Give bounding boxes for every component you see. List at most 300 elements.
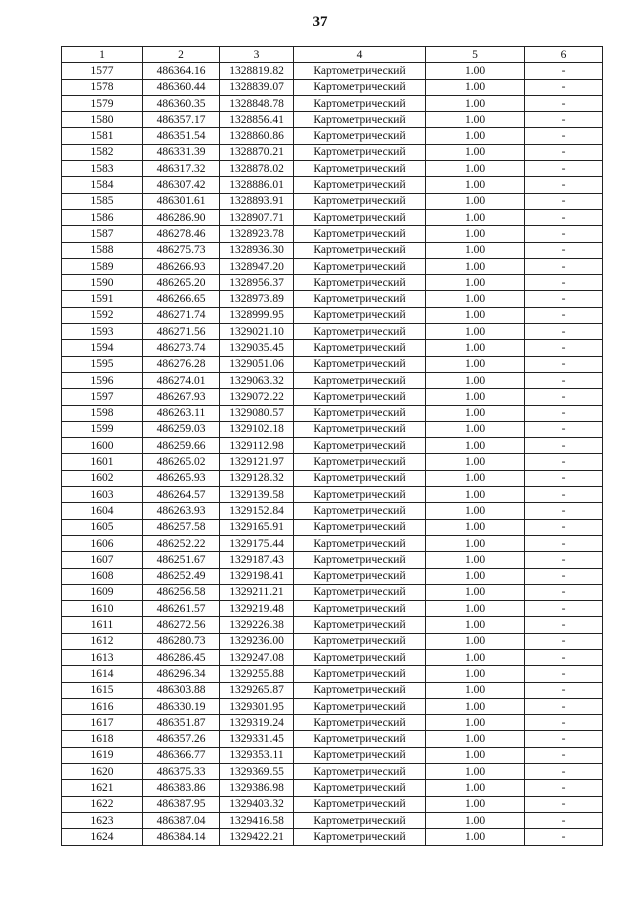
note-cell: - <box>525 731 603 747</box>
point-number-cell: 1597 <box>62 389 143 405</box>
x-coordinate-cell: 486263.11 <box>143 405 220 421</box>
y-coordinate-cell: 1329247.08 <box>220 649 294 665</box>
x-coordinate-cell: 486263.93 <box>143 503 220 519</box>
note-cell: - <box>525 649 603 665</box>
method-cell: Картометрический <box>294 568 426 584</box>
x-coordinate-cell: 486357.26 <box>143 731 220 747</box>
method-cell: Картометрический <box>294 666 426 682</box>
point-number-cell: 1602 <box>62 470 143 486</box>
note-cell: - <box>525 438 603 454</box>
accuracy-cell: 1.00 <box>426 112 525 128</box>
method-cell: Картометрический <box>294 649 426 665</box>
header-row <box>62 47 603 63</box>
x-coordinate-cell: 486387.04 <box>143 812 220 828</box>
table-row <box>62 535 603 551</box>
point-number-cell: 1589 <box>62 258 143 274</box>
y-coordinate-cell: 1328923.78 <box>220 226 294 242</box>
y-coordinate-cell: 1329422.21 <box>220 829 294 845</box>
note-cell: - <box>525 454 603 470</box>
note-cell: - <box>525 242 603 258</box>
y-coordinate-cell: 1329165.91 <box>220 519 294 535</box>
table-body <box>62 63 603 845</box>
note-cell: - <box>525 324 603 340</box>
x-coordinate-cell: 486375.33 <box>143 764 220 780</box>
table-row <box>62 340 603 356</box>
y-coordinate-cell: 1329063.32 <box>220 372 294 388</box>
accuracy-cell: 1.00 <box>426 617 525 633</box>
x-coordinate-cell: 486265.02 <box>143 454 220 470</box>
y-coordinate-cell: 1329112.98 <box>220 438 294 454</box>
y-coordinate-cell: 1329236.00 <box>220 633 294 649</box>
column-header: 1 <box>62 47 143 63</box>
table-row <box>62 519 603 535</box>
accuracy-cell: 1.00 <box>426 535 525 551</box>
x-coordinate-cell: 486251.67 <box>143 552 220 568</box>
y-coordinate-cell: 1328860.86 <box>220 128 294 144</box>
x-coordinate-cell: 486317.32 <box>143 161 220 177</box>
x-coordinate-cell: 486273.74 <box>143 340 220 356</box>
y-coordinate-cell: 1329021.10 <box>220 324 294 340</box>
table-row <box>62 470 603 486</box>
x-coordinate-cell: 486264.57 <box>143 487 220 503</box>
y-coordinate-cell: 1328907.71 <box>220 209 294 225</box>
point-number-cell: 1607 <box>62 552 143 568</box>
note-cell: - <box>525 209 603 225</box>
note-cell: - <box>525 519 603 535</box>
note-cell: - <box>525 161 603 177</box>
y-coordinate-cell: 1329152.84 <box>220 503 294 519</box>
table-row <box>62 258 603 274</box>
point-number-cell: 1590 <box>62 275 143 291</box>
method-cell: Картометрический <box>294 226 426 242</box>
accuracy-cell: 1.00 <box>426 63 525 79</box>
method-cell: Картометрический <box>294 193 426 209</box>
accuracy-cell: 1.00 <box>426 79 525 95</box>
x-coordinate-cell: 486286.90 <box>143 209 220 225</box>
y-coordinate-cell: 1328878.02 <box>220 161 294 177</box>
x-coordinate-cell: 486301.61 <box>143 193 220 209</box>
accuracy-cell: 1.00 <box>426 209 525 225</box>
method-cell: Картометрический <box>294 275 426 291</box>
x-coordinate-cell: 486307.42 <box>143 177 220 193</box>
table-row <box>62 275 603 291</box>
y-coordinate-cell: 1328848.78 <box>220 95 294 111</box>
point-number-cell: 1583 <box>62 161 143 177</box>
note-cell: - <box>525 405 603 421</box>
table-row <box>62 796 603 812</box>
note-cell: - <box>525 764 603 780</box>
method-cell: Картометрический <box>294 780 426 796</box>
x-coordinate-cell: 486252.49 <box>143 568 220 584</box>
x-coordinate-cell: 486383.86 <box>143 780 220 796</box>
method-cell: Картометрический <box>294 112 426 128</box>
point-number-cell: 1615 <box>62 682 143 698</box>
y-coordinate-cell: 1328856.41 <box>220 112 294 128</box>
method-cell: Картометрический <box>294 519 426 535</box>
method-cell: Картометрический <box>294 601 426 617</box>
y-coordinate-cell: 1329198.41 <box>220 568 294 584</box>
accuracy-cell: 1.00 <box>426 780 525 796</box>
y-coordinate-cell: 1329175.44 <box>220 535 294 551</box>
accuracy-cell: 1.00 <box>426 829 525 845</box>
method-cell: Картометрический <box>294 731 426 747</box>
table-row <box>62 112 603 128</box>
accuracy-cell: 1.00 <box>426 95 525 111</box>
note-cell: - <box>525 307 603 323</box>
accuracy-cell: 1.00 <box>426 503 525 519</box>
x-coordinate-cell: 486360.35 <box>143 95 220 111</box>
y-coordinate-cell: 1329319.24 <box>220 715 294 731</box>
table-row <box>62 487 603 503</box>
table-row <box>62 764 603 780</box>
table-row <box>62 601 603 617</box>
method-cell: Картометрический <box>294 291 426 307</box>
point-number-cell: 1616 <box>62 698 143 714</box>
accuracy-cell: 1.00 <box>426 747 525 763</box>
column-header: 2 <box>143 47 220 63</box>
y-coordinate-cell: 1329139.58 <box>220 487 294 503</box>
table-row <box>62 503 603 519</box>
accuracy-cell: 1.00 <box>426 372 525 388</box>
accuracy-cell: 1.00 <box>426 666 525 682</box>
y-coordinate-cell: 1329187.43 <box>220 552 294 568</box>
y-coordinate-cell: 1328999.95 <box>220 307 294 323</box>
x-coordinate-cell: 486276.28 <box>143 356 220 372</box>
note-cell: - <box>525 617 603 633</box>
table-row <box>62 715 603 731</box>
table-row <box>62 291 603 307</box>
method-cell: Картометрический <box>294 161 426 177</box>
point-number-cell: 1608 <box>62 568 143 584</box>
x-coordinate-cell: 486265.20 <box>143 275 220 291</box>
note-cell: - <box>525 258 603 274</box>
y-coordinate-cell: 1328870.21 <box>220 144 294 160</box>
x-coordinate-cell: 486296.34 <box>143 666 220 682</box>
x-coordinate-cell: 486278.46 <box>143 226 220 242</box>
table-row <box>62 584 603 600</box>
x-coordinate-cell: 486286.45 <box>143 649 220 665</box>
point-number-cell: 1614 <box>62 666 143 682</box>
note-cell: - <box>525 666 603 682</box>
accuracy-cell: 1.00 <box>426 698 525 714</box>
y-coordinate-cell: 1329265.87 <box>220 682 294 698</box>
note-cell: - <box>525 144 603 160</box>
table-row <box>62 193 603 209</box>
note-cell: - <box>525 291 603 307</box>
x-coordinate-cell: 486384.14 <box>143 829 220 845</box>
note-cell: - <box>525 275 603 291</box>
point-number-cell: 1619 <box>62 747 143 763</box>
method-cell: Картометрический <box>294 764 426 780</box>
x-coordinate-cell: 486366.77 <box>143 747 220 763</box>
note-cell: - <box>525 128 603 144</box>
y-coordinate-cell: 1329035.45 <box>220 340 294 356</box>
point-number-cell: 1604 <box>62 503 143 519</box>
accuracy-cell: 1.00 <box>426 258 525 274</box>
x-coordinate-cell: 486364.16 <box>143 63 220 79</box>
accuracy-cell: 1.00 <box>426 584 525 600</box>
point-number-cell: 1598 <box>62 405 143 421</box>
table-row <box>62 389 603 405</box>
point-number-cell: 1612 <box>62 633 143 649</box>
table-row <box>62 209 603 225</box>
accuracy-cell: 1.00 <box>426 144 525 160</box>
method-cell: Картометрический <box>294 633 426 649</box>
table-row <box>62 649 603 665</box>
x-coordinate-cell: 486266.65 <box>143 291 220 307</box>
point-number-cell: 1582 <box>62 144 143 160</box>
accuracy-cell: 1.00 <box>426 715 525 731</box>
point-number-cell: 1588 <box>62 242 143 258</box>
note-cell: - <box>525 633 603 649</box>
point-number-cell: 1580 <box>62 112 143 128</box>
method-cell: Картометрический <box>294 682 426 698</box>
y-coordinate-cell: 1328973.89 <box>220 291 294 307</box>
note-cell: - <box>525 356 603 372</box>
method-cell: Картометрический <box>294 95 426 111</box>
x-coordinate-cell: 486331.39 <box>143 144 220 160</box>
note-cell: - <box>525 682 603 698</box>
table-row <box>62 438 603 454</box>
x-coordinate-cell: 486257.58 <box>143 519 220 535</box>
note-cell: - <box>525 112 603 128</box>
accuracy-cell: 1.00 <box>426 764 525 780</box>
accuracy-cell: 1.00 <box>426 242 525 258</box>
point-number-cell: 1611 <box>62 617 143 633</box>
x-coordinate-cell: 486351.54 <box>143 128 220 144</box>
table-row <box>62 666 603 682</box>
y-coordinate-cell: 1329080.57 <box>220 405 294 421</box>
accuracy-cell: 1.00 <box>426 552 525 568</box>
note-cell: - <box>525 698 603 714</box>
accuracy-cell: 1.00 <box>426 291 525 307</box>
y-coordinate-cell: 1328839.07 <box>220 79 294 95</box>
method-cell: Картометрический <box>294 340 426 356</box>
y-coordinate-cell: 1329121.97 <box>220 454 294 470</box>
accuracy-cell: 1.00 <box>426 226 525 242</box>
method-cell: Картометрический <box>294 617 426 633</box>
x-coordinate-cell: 486261.57 <box>143 601 220 617</box>
method-cell: Картометрический <box>294 242 426 258</box>
y-coordinate-cell: 1329219.48 <box>220 601 294 617</box>
point-number-cell: 1586 <box>62 209 143 225</box>
column-header: 5 <box>426 47 525 63</box>
method-cell: Картометрический <box>294 715 426 731</box>
point-number-cell: 1585 <box>62 193 143 209</box>
note-cell: - <box>525 340 603 356</box>
table-row <box>62 177 603 193</box>
coordinates-table <box>61 46 603 846</box>
x-coordinate-cell: 486272.56 <box>143 617 220 633</box>
x-coordinate-cell: 486357.17 <box>143 112 220 128</box>
y-coordinate-cell: 1329416.58 <box>220 812 294 828</box>
x-coordinate-cell: 486387.95 <box>143 796 220 812</box>
x-coordinate-cell: 486303.88 <box>143 682 220 698</box>
note-cell: - <box>525 79 603 95</box>
point-number-cell: 1595 <box>62 356 143 372</box>
point-number-cell: 1624 <box>62 829 143 845</box>
y-coordinate-cell: 1329102.18 <box>220 421 294 437</box>
y-coordinate-cell: 1328956.37 <box>220 275 294 291</box>
method-cell: Картометрический <box>294 405 426 421</box>
y-coordinate-cell: 1329255.88 <box>220 666 294 682</box>
table-row <box>62 829 603 845</box>
table-row <box>62 421 603 437</box>
point-number-cell: 1592 <box>62 307 143 323</box>
point-number-cell: 1591 <box>62 291 143 307</box>
x-coordinate-cell: 486252.22 <box>143 535 220 551</box>
note-cell: - <box>525 372 603 388</box>
method-cell: Картометрический <box>294 79 426 95</box>
method-cell: Картометрический <box>294 258 426 274</box>
table-row <box>62 242 603 258</box>
point-number-cell: 1600 <box>62 438 143 454</box>
method-cell: Картометрический <box>294 487 426 503</box>
table-row <box>62 780 603 796</box>
x-coordinate-cell: 486351.87 <box>143 715 220 731</box>
method-cell: Картометрический <box>294 324 426 340</box>
point-number-cell: 1579 <box>62 95 143 111</box>
accuracy-cell: 1.00 <box>426 421 525 437</box>
method-cell: Картометрический <box>294 552 426 568</box>
point-number-cell: 1610 <box>62 601 143 617</box>
point-number-cell: 1613 <box>62 649 143 665</box>
method-cell: Картометрический <box>294 63 426 79</box>
table-header <box>62 47 603 63</box>
y-coordinate-cell: 1328936.30 <box>220 242 294 258</box>
accuracy-cell: 1.00 <box>426 161 525 177</box>
note-cell: - <box>525 535 603 551</box>
method-cell: Картометрический <box>294 584 426 600</box>
accuracy-cell: 1.00 <box>426 487 525 503</box>
point-number-cell: 1620 <box>62 764 143 780</box>
table-row <box>62 747 603 763</box>
accuracy-cell: 1.00 <box>426 356 525 372</box>
point-number-cell: 1599 <box>62 421 143 437</box>
note-cell: - <box>525 226 603 242</box>
point-number-cell: 1622 <box>62 796 143 812</box>
table-row <box>62 405 603 421</box>
page-number: 37 <box>312 14 328 30</box>
y-coordinate-cell: 1328893.91 <box>220 193 294 209</box>
table-row <box>62 617 603 633</box>
note-cell: - <box>525 747 603 763</box>
accuracy-cell: 1.00 <box>426 812 525 828</box>
note-cell: - <box>525 389 603 405</box>
accuracy-cell: 1.00 <box>426 438 525 454</box>
accuracy-cell: 1.00 <box>426 682 525 698</box>
note-cell: - <box>525 601 603 617</box>
column-header: 6 <box>525 47 603 63</box>
method-cell: Картометрический <box>294 177 426 193</box>
method-cell: Картометрический <box>294 438 426 454</box>
method-cell: Картометрический <box>294 307 426 323</box>
x-coordinate-cell: 486274.01 <box>143 372 220 388</box>
table-row <box>62 128 603 144</box>
method-cell: Картометрический <box>294 128 426 144</box>
x-coordinate-cell: 486259.03 <box>143 421 220 437</box>
accuracy-cell: 1.00 <box>426 649 525 665</box>
method-cell: Картометрический <box>294 454 426 470</box>
method-cell: Картометрический <box>294 829 426 845</box>
y-coordinate-cell: 1329128.32 <box>220 470 294 486</box>
table-row <box>62 698 603 714</box>
accuracy-cell: 1.00 <box>426 796 525 812</box>
accuracy-cell: 1.00 <box>426 340 525 356</box>
point-number-cell: 1621 <box>62 780 143 796</box>
accuracy-cell: 1.00 <box>426 307 525 323</box>
table-row <box>62 812 603 828</box>
table-row <box>62 633 603 649</box>
point-number-cell: 1594 <box>62 340 143 356</box>
method-cell: Картометрический <box>294 356 426 372</box>
y-coordinate-cell: 1329301.95 <box>220 698 294 714</box>
method-cell: Картометрический <box>294 421 426 437</box>
accuracy-cell: 1.00 <box>426 633 525 649</box>
x-coordinate-cell: 486360.44 <box>143 79 220 95</box>
point-number-cell: 1578 <box>62 79 143 95</box>
accuracy-cell: 1.00 <box>426 324 525 340</box>
method-cell: Картометрический <box>294 747 426 763</box>
note-cell: - <box>525 829 603 845</box>
method-cell: Картометрический <box>294 812 426 828</box>
y-coordinate-cell: 1328819.82 <box>220 63 294 79</box>
table-row <box>62 731 603 747</box>
y-coordinate-cell: 1329403.32 <box>220 796 294 812</box>
table-row <box>62 324 603 340</box>
table-row <box>62 568 603 584</box>
accuracy-cell: 1.00 <box>426 731 525 747</box>
note-cell: - <box>525 552 603 568</box>
method-cell: Картометрический <box>294 470 426 486</box>
note-cell: - <box>525 584 603 600</box>
accuracy-cell: 1.00 <box>426 519 525 535</box>
x-coordinate-cell: 486275.73 <box>143 242 220 258</box>
y-coordinate-cell: 1328947.20 <box>220 258 294 274</box>
y-coordinate-cell: 1329211.21 <box>220 584 294 600</box>
method-cell: Картометрический <box>294 698 426 714</box>
table-row <box>62 226 603 242</box>
point-number-cell: 1618 <box>62 731 143 747</box>
accuracy-cell: 1.00 <box>426 405 525 421</box>
x-coordinate-cell: 486259.66 <box>143 438 220 454</box>
accuracy-cell: 1.00 <box>426 470 525 486</box>
x-coordinate-cell: 486265.93 <box>143 470 220 486</box>
note-cell: - <box>525 780 603 796</box>
note-cell: - <box>525 421 603 437</box>
point-number-cell: 1617 <box>62 715 143 731</box>
accuracy-cell: 1.00 <box>426 177 525 193</box>
table-row <box>62 356 603 372</box>
table-row <box>62 307 603 323</box>
method-cell: Картометрический <box>294 372 426 388</box>
point-number-cell: 1601 <box>62 454 143 470</box>
note-cell: - <box>525 487 603 503</box>
x-coordinate-cell: 486271.56 <box>143 324 220 340</box>
note-cell: - <box>525 503 603 519</box>
method-cell: Картометрический <box>294 535 426 551</box>
note-cell: - <box>525 568 603 584</box>
method-cell: Картометрический <box>294 144 426 160</box>
note-cell: - <box>525 812 603 828</box>
accuracy-cell: 1.00 <box>426 454 525 470</box>
point-number-cell: 1587 <box>62 226 143 242</box>
note-cell: - <box>525 95 603 111</box>
column-header: 3 <box>220 47 294 63</box>
point-number-cell: 1623 <box>62 812 143 828</box>
point-number-cell: 1605 <box>62 519 143 535</box>
note-cell: - <box>525 715 603 731</box>
